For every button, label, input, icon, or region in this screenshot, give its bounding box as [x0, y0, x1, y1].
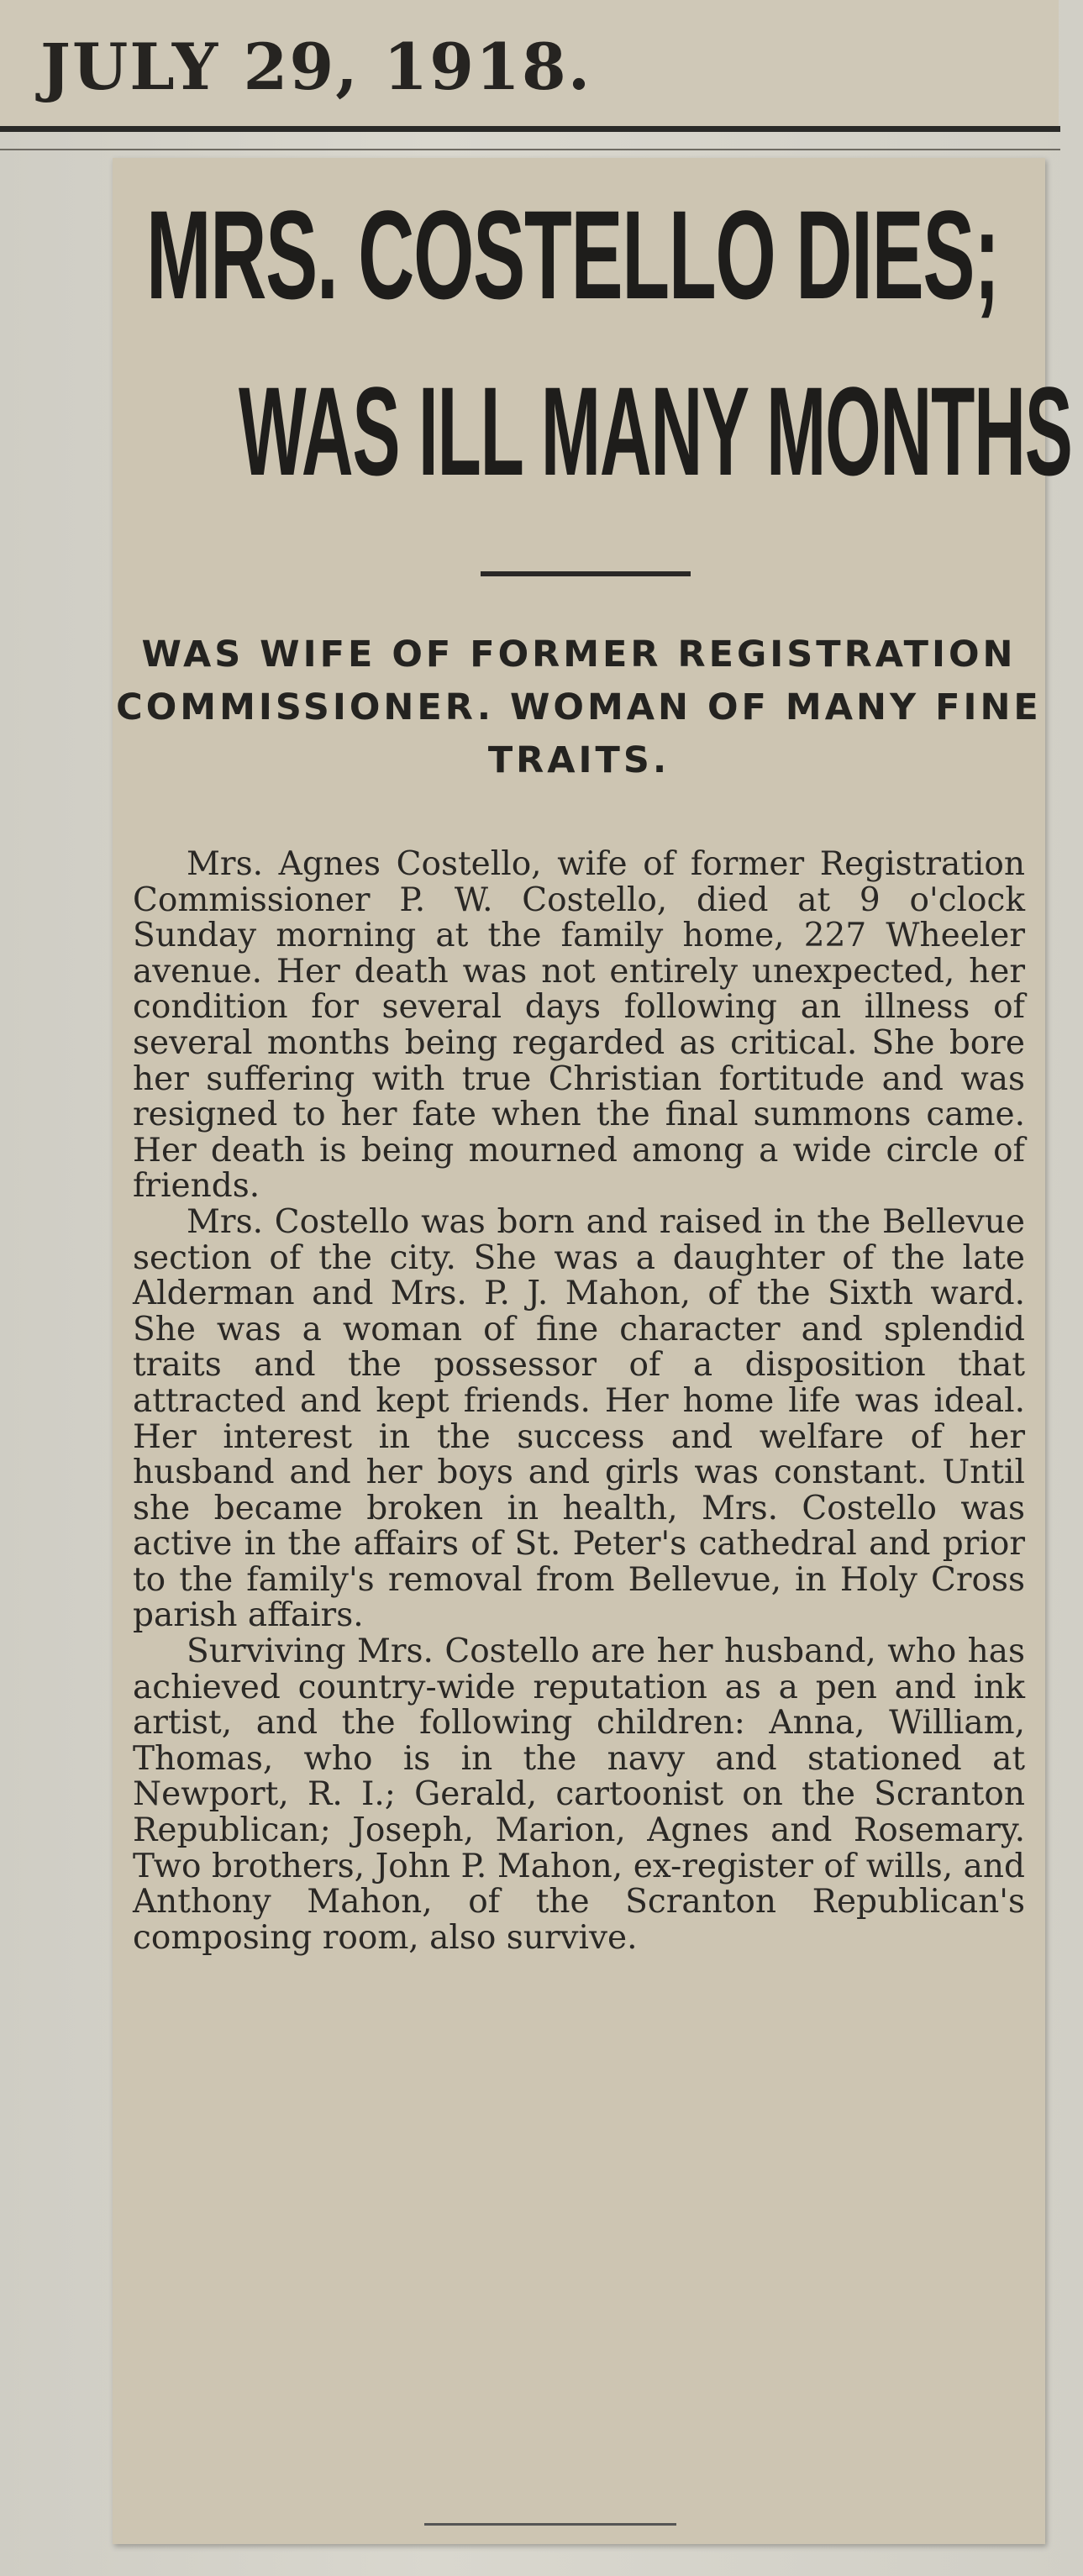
clipping-date: JULY 29, 1918.	[40, 29, 592, 104]
date-strip	[0, 0, 1059, 126]
headline-line-1: MRS. COSTELLO DIES;	[146, 184, 999, 325]
date-divider-rule	[0, 126, 1060, 132]
article-body	[133, 847, 1025, 1956]
newspaper-clipping	[113, 158, 1072, 2544]
article-paragraph: Surviving Mrs. Costello are her husband, who has achieved country-wide reputation as a pen and ink artist, and the following children: Anna, William, Thomas, who is in the navy and stationed at Newport, R. I.; Gerald, cartoonist on the Scranton Republican; Joseph, Marion, Agnes and Rosemary. Two brothers, John P. Mahon, ex-register of wills, and Anthony Mahon, of the Scranton Republican's composing room, also survive.	[133, 1632, 1025, 1957]
subheadline: WAS WIFE OF FORMER REGISTRATION COMMISSIONER. WOMAN OF MANY FINE TRAITS.	[116, 633, 1042, 781]
footer-rule	[424, 2523, 676, 2526]
article-paragraph: Mrs. Agnes Costello, wife of former Registration Commissioner P. W. Costello, died at 9 o'clock Sunday morning at the family home, 227 Wheeler avenue. Her death was not entirely unexpected, her condition for several days following an illness of several months being regarded as critical. She bore her suffering with true Christian fortitude and was resigned to her fate when the final summons came. Her death is being mourned among a wide circle of friends.	[133, 845, 1025, 1206]
article-paragraph: Mrs. Costello was born and raised in the Bellevue section of the city. She was a daughter of the late Alderman and Mrs. P. J. Mahon, of the Sixth ward. She was a woman of fine character and splendid traits and the possessor of a disposition that attracted and kept friends. Her home life was ideal. Her interest in the success and welfare of her husband and her boys and girls was constant. Until she became broken in health, Mrs. Costello was active in the affairs of St. Peter's cathedral and prior to the family's removal from Bellevue, in Holy Cross parish affairs.	[133, 1202, 1025, 1635]
headline-divider	[481, 571, 691, 576]
headline-line-2: WAS ILL MANY MONTHS	[239, 360, 1072, 502]
date-divider-thin-rule	[0, 149, 1060, 150]
